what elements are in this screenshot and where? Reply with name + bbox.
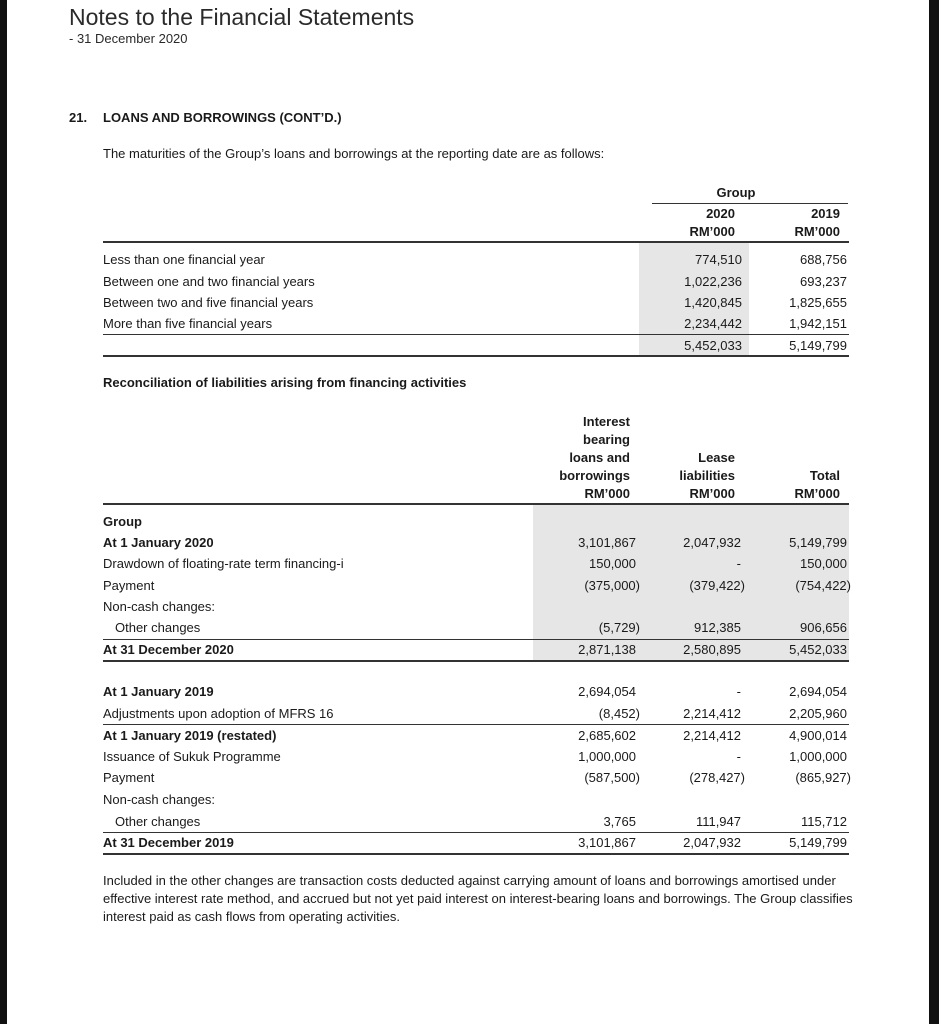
maturity-value-2020: 1,022,236 <box>684 274 742 289</box>
maturity-row <box>103 272 849 292</box>
recon-col-lease-line: Lease <box>698 450 735 465</box>
maturity-value-2020: 774,510 <box>695 252 742 267</box>
maturity-header-rule <box>103 241 849 243</box>
recon-2019-total-rule <box>103 853 849 855</box>
recon-row-label: At 31 December 2020 <box>103 642 234 657</box>
footnote: Included in the other changes are transaction costs deducted against carrying amount of loans and borrowings amortised under effective interest rate method, and accrued but not yet paid interest on interest-bearing loans and borrowings. The Group classifies interest paid as cash flows from operating activities. <box>103 873 853 924</box>
recon-value-total: 906,656 <box>800 620 847 635</box>
recon-value-loans: 2,685,602 <box>578 728 636 743</box>
recon-col-loans-line: borrowings <box>559 468 630 483</box>
recon-value-loans: (5,729) <box>598 620 640 635</box>
maturity-value-2019: 688,756 <box>800 252 847 267</box>
recon-value-total: 5,149,799 <box>789 835 847 850</box>
recon-row-label: At 1 January 2020 <box>103 535 214 550</box>
recon-value-total: 115,712 <box>800 814 847 829</box>
recon-value-loans: 3,765 <box>603 814 636 829</box>
recon-col-lease-unit: RM’000 <box>689 486 735 501</box>
maturity-row-label: Between one and two financial years <box>103 274 315 289</box>
recon-row-label: At 1 January 2019 (restated) <box>103 728 277 743</box>
recon-row <box>103 682 849 702</box>
recon-value-loans: 1,000,000 <box>578 749 636 764</box>
maturity-subtotal-rule <box>103 334 849 335</box>
recon-value-total: 2,694,054 <box>789 684 847 699</box>
recon-value-lease: 111,947 <box>695 814 741 829</box>
maturity-row-label: More than five financial years <box>103 316 273 331</box>
recon-value-loans: 2,871,138 <box>578 642 636 657</box>
recon-row <box>103 640 849 660</box>
maturity-total-rule <box>103 355 849 357</box>
recon-row-label: Other changes <box>115 620 201 635</box>
maturity-col-2019-year: 2019 <box>811 206 840 221</box>
recon-row-label: Non-cash changes: <box>103 599 216 614</box>
recon-value-loans: (587,500) <box>584 770 640 785</box>
maturity-row-label: Between two and five financial years <box>103 295 314 310</box>
recon-value-total: (865,927) <box>795 770 851 785</box>
recon-row-label: At 31 December 2019 <box>103 835 234 850</box>
recon-row <box>103 704 849 724</box>
maturity-value-2020: 2,234,442 <box>684 316 742 331</box>
recon-col-total-line: Total <box>809 468 840 483</box>
recon-value-lease: - <box>736 749 741 764</box>
recon-row-label: Payment <box>103 578 155 593</box>
recon-value-lease: - <box>736 556 741 571</box>
maturity-group-header: Group <box>716 185 756 200</box>
recon-row <box>103 833 849 853</box>
recon-value-loans: 2,694,054 <box>578 684 636 699</box>
recon-col-loans-line: bearing <box>583 432 630 447</box>
recon-2020-total-rule <box>103 660 849 662</box>
maturity-col-2019-unit: RM’000 <box>794 224 840 239</box>
recon-value-lease: 2,047,932 <box>683 535 741 550</box>
recon-value-lease: 2,214,412 <box>683 706 741 721</box>
recon-header-rule <box>103 503 849 505</box>
recon-row-label: Adjustments upon adoption of MFRS 16 <box>103 706 334 721</box>
section-number: 21. <box>69 110 88 125</box>
recon-col-loans-line: loans and <box>569 450 630 465</box>
recon-row <box>103 618 849 638</box>
recon-row-label: Issuance of Sukuk Programme <box>103 749 281 764</box>
recon-col-total-unit: RM’000 <box>794 486 840 501</box>
recon-value-loans: 3,101,867 <box>578 535 636 550</box>
recon-value-total: 5,149,799 <box>789 535 847 550</box>
recon-col-loans-unit: RM’000 <box>584 486 630 501</box>
recon-row <box>103 554 849 574</box>
recon-value-lease: (379,422) <box>689 578 745 593</box>
maturity-col-2020-unit: RM’000 <box>689 224 735 239</box>
recon-row <box>103 576 849 596</box>
recon-value-loans: 3,101,867 <box>578 835 636 850</box>
page-subtitle: - 31 December 2020 <box>69 31 188 46</box>
page-title: Notes to the Financial Statements <box>69 4 415 30</box>
recon-group-label-row <box>103 512 849 532</box>
recon-row-label: At 1 January 2019 <box>103 684 214 699</box>
recon-row-label: Drawdown of floating-rate term financing-i <box>103 556 344 571</box>
maturity-row-label: Less than one financial year <box>103 252 265 267</box>
document-page <box>7 0 929 1024</box>
recon-row-label: Payment <box>103 770 155 785</box>
recon-value-total: 2,205,960 <box>789 706 847 721</box>
recon-col-loans-line: Interest <box>583 414 630 429</box>
recon-col-lease-line: liabilities <box>679 468 735 483</box>
recon-value-total: (754,422) <box>795 578 851 593</box>
maturity-row <box>103 293 849 313</box>
section-intro: The maturities of the Group’s loans and borrowings at the reporting date are as follows: <box>103 146 605 161</box>
recon-row-label: Non-cash changes: <box>103 792 216 807</box>
recon-value-total: 4,900,014 <box>789 728 847 743</box>
recon-value-total: 1,000,000 <box>789 749 847 764</box>
recon-row <box>103 726 849 746</box>
reconciliation-heading: Reconciliation of liabilities arising from financing activities <box>103 375 467 390</box>
recon-value-lease: (278,427) <box>689 770 745 785</box>
recon-value-loans: (375,000) <box>584 578 640 593</box>
recon-row <box>103 533 849 553</box>
recon-value-lease: 2,580,895 <box>683 642 741 657</box>
maturity-value-2020: 1,420,845 <box>684 295 742 310</box>
recon-value-total: 5,452,033 <box>789 642 847 657</box>
maturity-total-2020: 5,452,033 <box>684 338 742 353</box>
recon-row-label: Other changes <box>115 814 201 829</box>
recon-value-lease: 912,385 <box>694 620 741 635</box>
recon-value-total: 150,000 <box>800 556 847 571</box>
group-header-rule <box>652 203 848 204</box>
maturity-col-2020-year: 2020 <box>706 206 735 221</box>
maturity-value-2019: 1,825,655 <box>789 295 847 310</box>
recon-row <box>103 812 849 832</box>
section-title: LOANS AND BORROWINGS (CONT’D.) <box>103 110 342 125</box>
recon-value-lease: 2,214,412 <box>683 728 741 743</box>
maturity-value-2019: 1,942,151 <box>789 316 847 331</box>
recon-group-label: Group <box>103 514 142 529</box>
recon-value-loans: (8,452) <box>598 706 640 721</box>
recon-row <box>103 747 849 767</box>
maturity-row <box>103 250 849 270</box>
maturity-value-2019: 693,237 <box>800 274 847 289</box>
recon-value-loans: 150,000 <box>589 556 636 571</box>
recon-row <box>103 597 849 617</box>
recon-row <box>103 768 849 788</box>
recon-value-lease: 2,047,932 <box>683 835 741 850</box>
recon-2019-adjust-rule <box>103 724 849 725</box>
recon-row <box>103 790 849 810</box>
maturity-total-2019: 5,149,799 <box>789 338 847 353</box>
maturity-total-row <box>103 336 849 356</box>
maturity-row <box>103 314 849 334</box>
recon-value-lease: - <box>736 684 741 699</box>
